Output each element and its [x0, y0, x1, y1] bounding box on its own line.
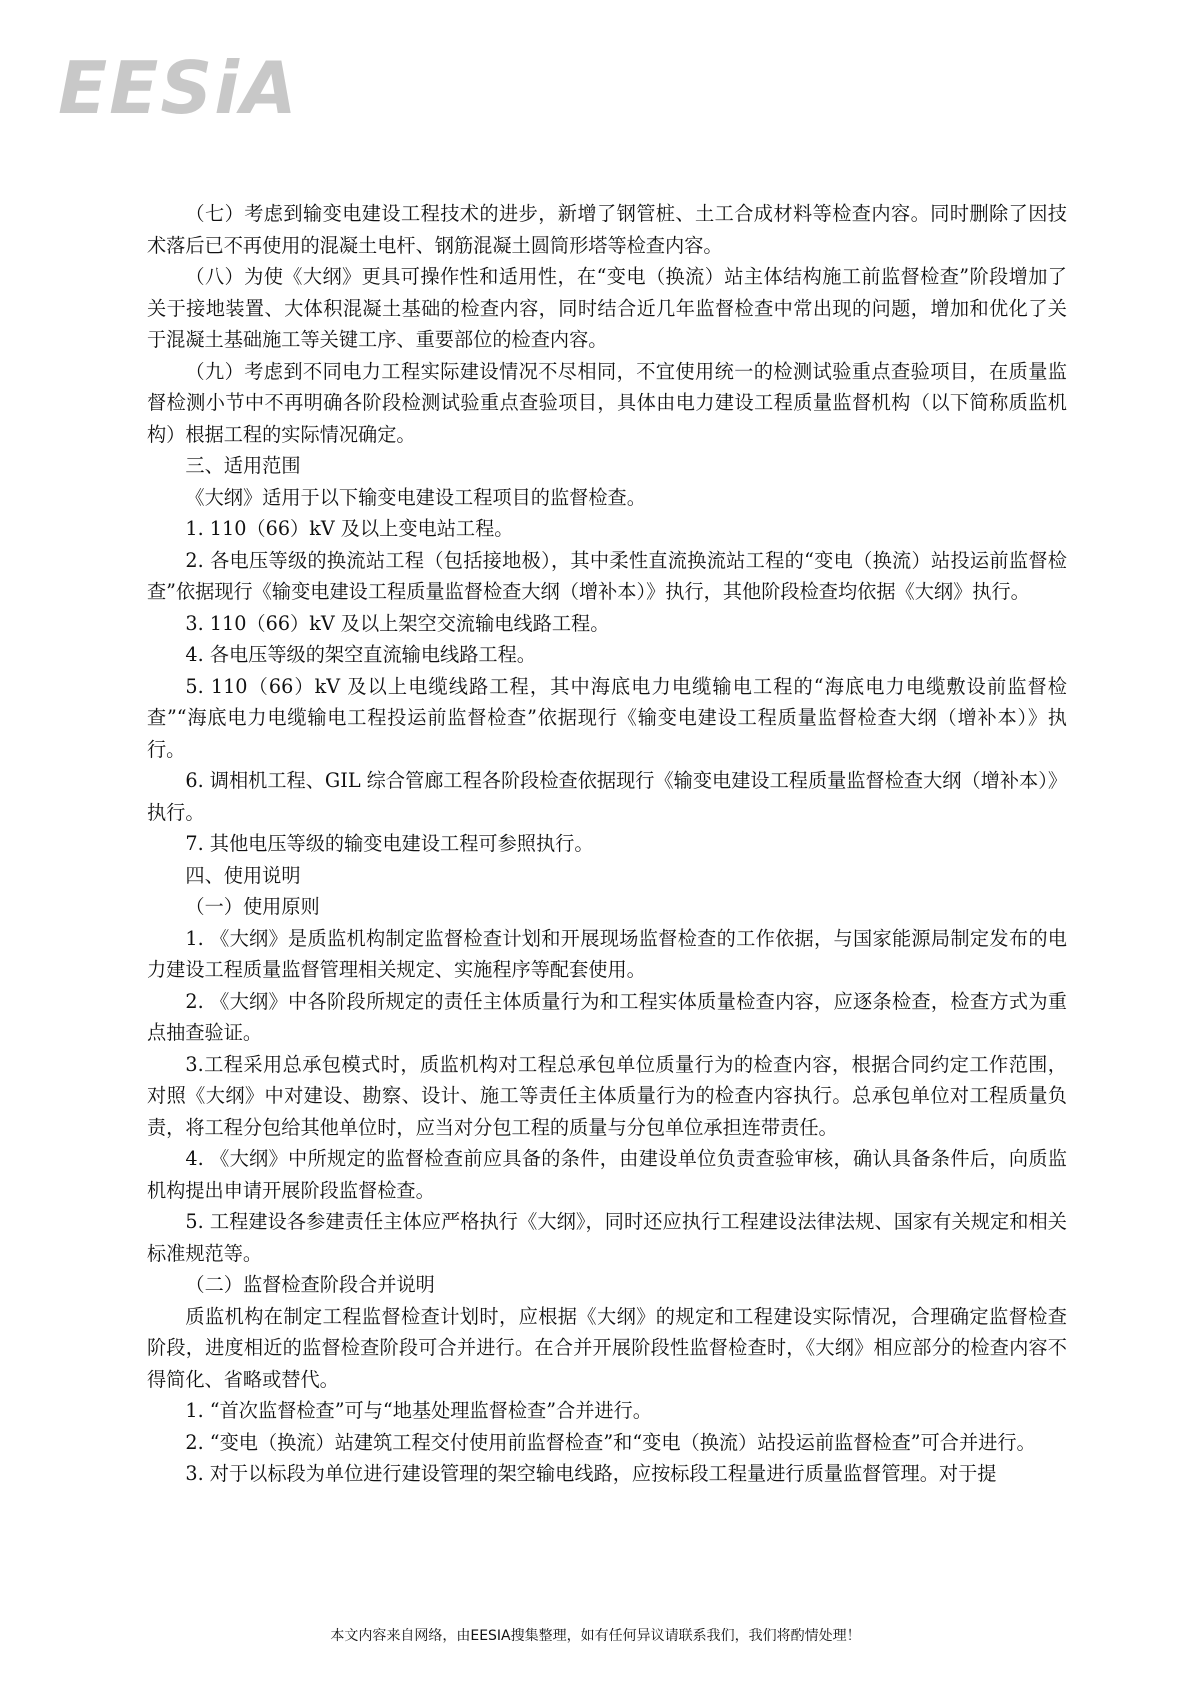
principle-5: 5. 工程建设各参建责任主体应严格执行《大纲》，同时还应执行工程建设法律法规、国家有关规定和相关标准规范等。	[147, 1210, 1067, 1265]
scope-item-1: 1. 110（66）kV 及以上变电站工程。	[185, 517, 514, 540]
principle-4: 4. 《大纲》中所规定的监督检查前应具备的条件，由建设单位负责查验审核，确认具备条件后，向质监机构提出申请开展阶段监督检查。	[147, 1147, 1067, 1202]
subheading-principles: （一）使用原则	[185, 895, 320, 918]
scope-item-6: 6. 调相机工程、GIL 综合管廊工程各阶段检查依据现行《输变电建设工程质量监督检查大纲（增补本）》执行。	[147, 769, 1068, 824]
eesia-logo: EESiA	[58, 46, 299, 130]
paragraph-7: （七）考虑到输变电建设工程技术的进步，新增了钢管桩、土工合成材料等检查内容。同时删除了因技术落后已不再使用的混凝土电杆、钢筋混凝土圆筒形塔等检查内容。	[147, 202, 1067, 257]
scope-item-4: 4. 各电压等级的架空直流输电线路工程。	[185, 643, 536, 666]
document-body	[147, 198, 1067, 1490]
footer-disclaimer: 本文内容来自网络，由EESIA搜集整理，如有任何异议请联系我们，我们将酌情处理！	[330, 1628, 861, 1644]
paragraph-8: （八）为使《大纲》更具可操作性和适用性，在“变电（换流）站主体结构施工前监督检查”阶段增加了关于接地装置、大体积混凝土基础的检查内容，同时结合近几年监督检查中常出现的问题，增加和优化了关于混凝土基础施工等关键工序、重要部位的检查内容。	[147, 265, 1067, 351]
merge-item-2: 2. “变电（换流）站建筑工程交付使用前监督检查”和“变电（换流）站投运前监督检查”可合并进行。	[185, 1430, 1036, 1454]
scope-item-5: 5. 110（66）kV 及以上电缆线路工程，其中海底电力电缆输电工程的“海底电力电缆敷设前监督检查”“海底电力电缆输电工程投运前监督检查”依据现行《输变电建设工程质量监督检查大纲（增补本）》执行。	[147, 674, 1067, 761]
principle-2: 2. 《大纲》中各阶段所规定的责任主体质量行为和工程实体质量检查内容，应逐条检查，检查方式为重点抽查验证。	[147, 989, 1067, 1044]
scope-item-3: 3. 110（66）kV 及以上架空交流输电线路工程。	[185, 611, 610, 635]
section-heading-usage: 四、使用说明	[185, 863, 301, 887]
section-heading-scope: 三、适用范围	[185, 454, 301, 477]
merge-item-3: 3. 对于以标段为单位进行建设管理的架空输电线路，应按标段工程量进行质量监督管理。对于提	[185, 1462, 997, 1485]
scope-intro: 《大纲》适用于以下输变电建设工程项目的监督检查。	[185, 485, 646, 509]
paragraph-9: （九）考虑到不同电力工程实际建设情况不尽相同，不宜使用统一的检测试验重点查验项目，在质量监督检测小节中不再明确各阶段检测试验重点查验项目，具体由电力建设工程质量监督机构（以下简称质监机构）根据工程的实际情况确定。	[147, 359, 1067, 446]
subheading-merge: （二）监督检查阶段合并说明	[185, 1273, 435, 1296]
scope-item-2: 2. 各电压等级的换流站工程（包括接地极），其中柔性直流换流站工程的“变电（换流）站投运前监督检查”依据现行《输变电建设工程质量监督检查大纲（增补本）》执行，其他阶段检查均依据《大纲》执行。	[147, 548, 1067, 603]
principle-1: 1. 《大纲》是质监机构制定监督检查计划和开展现场监督检查的工作依据，与国家能源局制定发布的电力建设工程质量监督管理相关规定、实施程序等配套使用。	[147, 926, 1067, 981]
merge-item-1: 1. “首次监督检查”可与“地基处理监督检查”合并进行。	[185, 1399, 652, 1422]
principle-3: 3.工程采用总承包模式时，质监机构对工程总承包单位质量行为的检查内容，根据合同约定工作范围，对照《大纲》中对建设、勘察、设计、施工等责任主体质量行为的检查内容执行。总承包单位对工程质量负责，将工程分包给其他单位时，应当对分包工程的质量与分包单位承担连带责任。	[147, 1052, 1067, 1139]
merge-intro: 质监机构在制定工程监督检查计划时，应根据《大纲》的规定和工程建设实际情况，合理确定监督检查阶段，进度相近的监督检查阶段可合并进行。在合并开展阶段性监督检查时，《大纲》相应部分的检查内容不得简化、省略或替代。	[147, 1304, 1067, 1391]
scope-item-7: 7. 其他电压等级的输变电建设工程可参照执行。	[185, 832, 594, 855]
